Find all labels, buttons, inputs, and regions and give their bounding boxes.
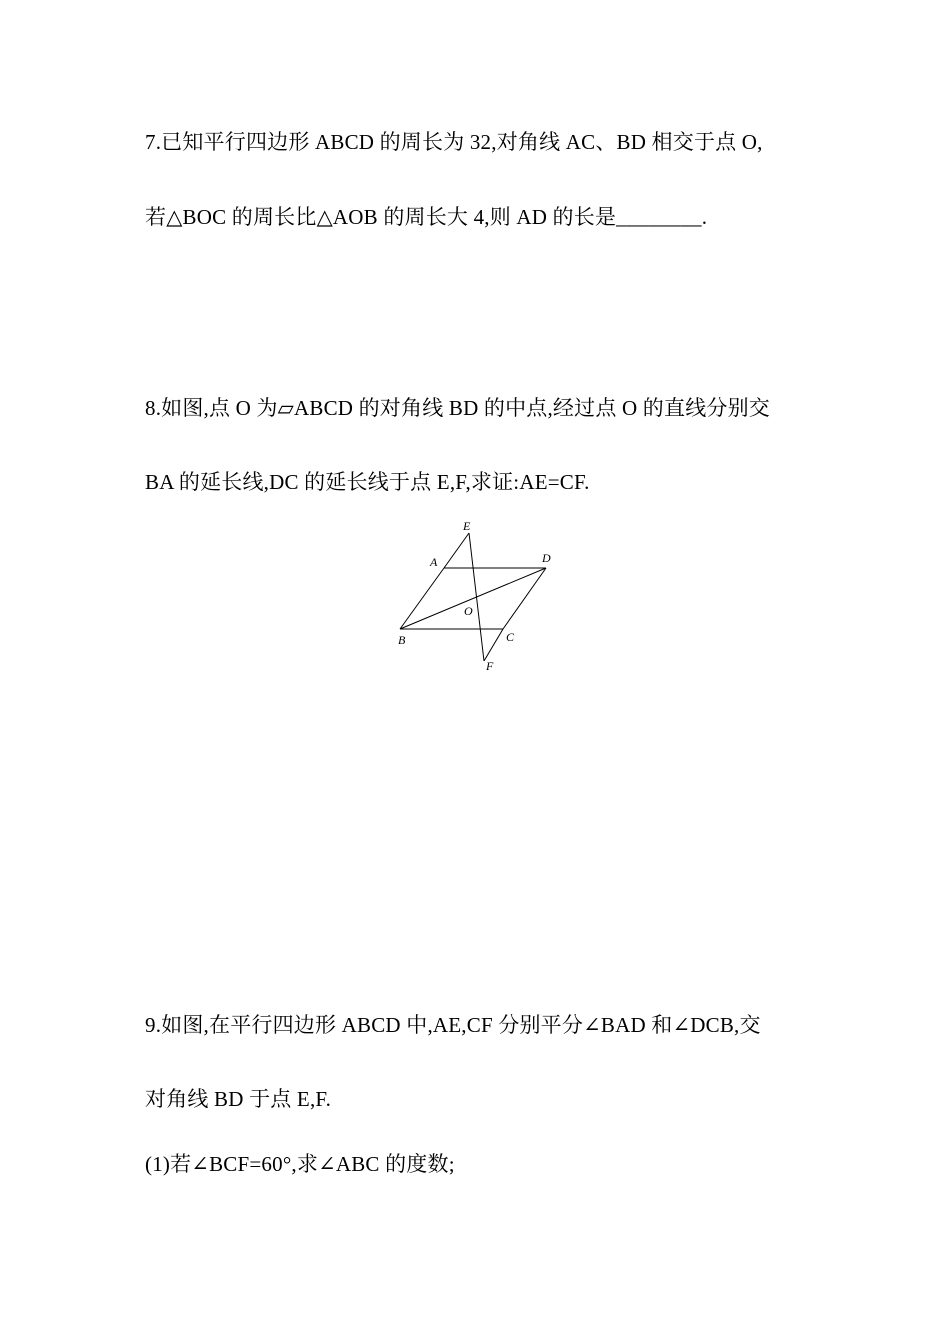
segment-EF [469,533,484,661]
label-B: B [398,633,406,647]
label-E: E [463,519,471,533]
label-C: C [506,630,515,644]
segment-AE [444,533,469,568]
q8-parallelogram-figure [388,512,568,677]
label-A: A [430,555,438,569]
q8-line-1: 8.如图,点 O 为▱ABCD 的对角线 BD 的中点,经过点 O 的直线分别交 [145,396,770,420]
q9-line-2: 对角线 BD 于点 E,F. [145,1087,332,1111]
label-O: O [464,604,473,618]
q7-line-1: 7.已知平行四边形 ABCD 的周长为 32,对角线 AC、BD 相交于点 O, [145,130,763,154]
segment-CF [484,629,503,661]
q9-line-1: 9.如图,在平行四边形 ABCD 中,AE,CF 分别平分∠BAD 和∠DCB,交 [145,1013,761,1037]
q9-part-1: (1)若∠BCF=60°,求∠ABC 的度数; [145,1152,455,1176]
q7-line-2: 若△BOC 的周长比△AOB 的周长大 4,则 AD 的长是________. [145,205,708,229]
q8-line-2: BA 的延长线,DC 的延长线于点 E,F,求证:AE=CF. [145,470,590,494]
label-F: F [486,659,494,673]
label-D: D [542,551,551,565]
